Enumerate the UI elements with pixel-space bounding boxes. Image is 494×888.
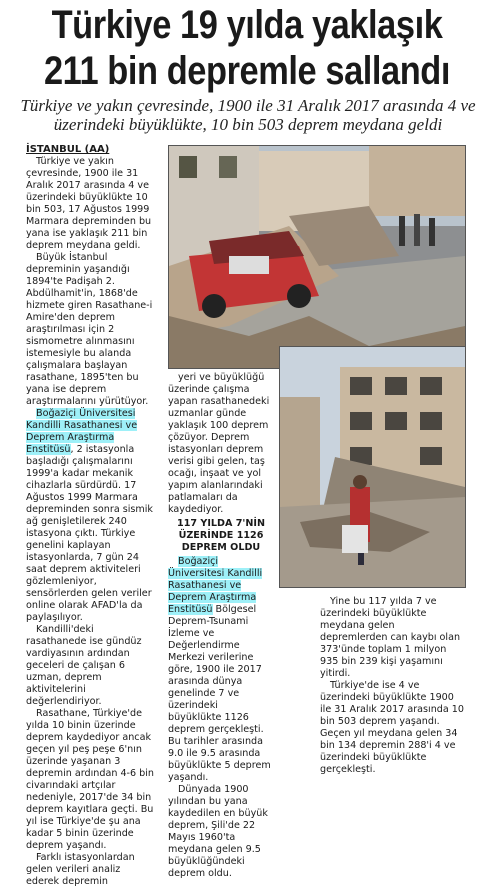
paragraph: Farklı istasyonlardan gelen verileri analiz ederek depremin: [26, 852, 135, 887]
photo-collapsed-building-image: [280, 347, 465, 587]
column-3: [320, 596, 464, 776]
byline: İSTANBUL (AA): [26, 144, 110, 155]
paragraph: Rasathane, Türkiye'de yılda 10 binin üzerinde deprem kaydediyor ancak geçen yıl peş peşe 6'nın üzerinde yaşanan 3 depremin ardından 4-6 bin civarındaki artçılar nedeniyle, 2017'de 34 bin deprem kayıtlara geçti. Bu yıl ise Türkiye'de şu ana kadar 5 binin üzerinde deprem yaşandı.: [26, 708, 155, 851]
paragraph: Boğaziçi Üniversitesi Kandilli Rasathanesi ve Deprem Araştırma Enstitüsü Bölgesel Deprem-Tsunami İzleme ve Değerlendirme Merkezi verilerine göre, 1900 ile 2017 arasında dünya genelinde 7 ve üzerindeki büyüklükte 1126 deprem gerçekleşti. Bu tarihler arasında 9.0 ile 9.5 arasında büyüklükte 5 deprem yaşandı.: [168, 556, 271, 783]
paragraph: yeri ve büyüklüğü üzerinde çalışma yapan rasathanedeki uzmanlar günde yaklaşık 100 deprem çözüyor. Deprem istasyonları deprem verisi gibi gelen, taş ocağı, inşaat ve yol yapım alanlarındaki patlamaları da kaydediyor.: [168, 372, 270, 515]
column-2: [168, 372, 274, 880]
paragraph: Türkiye ve yakın çevresinde, 1900 ile 31 Aralık 2017 arasında 4 ve üzerindeki büyüklükte 10 bin 503, 17 Ağustos 1999 Marmara depreminden bu yana ise yaklaşık 211 bin deprem meydana geldi.: [26, 156, 152, 251]
photo-crushed-car-image: [169, 146, 465, 368]
column-1: [26, 144, 156, 888]
subtitle: Türkiye ve yakın çevresinde, 1900 ile 31 Aralık 2017 arasında 4 ve üzerindeki büyüklükte, 10 bin 503 deprem meydana geldi: [20, 96, 476, 134]
paragraph: Büyük İstanbul depreminin yaşandığı 1894'te Padişah 2. Abdülhamit'in, 1868'de hizmete giren Rasathane-i Amire'den deprem araştırılması için 2 sismometre alınmasını istemesiyle bu alanda çalışmalara başlayan rasathane, 1895'ten bu yana ise deprem araştırmalarını yürütüyor.: [26, 252, 153, 407]
photo-collapsed-building: [279, 346, 466, 588]
highlighted-text: Boğaziçi Üniversitesi Kandilli Rasathanesi ve Deprem Araştırma Enstitüsü: [168, 556, 263, 615]
section-subhead: 117 YILDA 7'NİN ÜZERİNDE 1126 DEPREM OLDU: [177, 518, 265, 553]
paragraph: Kandilli'deki rasathanede ise gündüz vardiyasının ardından geceleri de çalışan 6 uzman, deprem aktivitelerini değerlendiriyor.: [26, 624, 142, 707]
highlighted-text: Boğaziçi Üniversitesi Kandilli Rasathanesi ve Deprem Araştırma Enstitüsü: [26, 408, 138, 455]
paragraph: Yine bu 117 yılda 7 ve üzerindeki büyüklükte meydana gelen depremlerden can kaybı olan 373'ünde toplam 1 milyon 935 bin 239 kişi yaşamını yitirdi.: [320, 596, 461, 679]
paragraph: Türkiye'de ise 4 ve üzerindeki büyüklükte 1900 ile 31 Aralık 2017 arasında 10 bin 503 deprem yaşandı. Geçen yıl meydana gelen 34 bin 134 depremin 288'i 4 ve üzerindeki büyüklükte gerçekleşti.: [320, 680, 464, 775]
headline: Türkiye 19 yılda yaklaşık 211 bin depremle sallandı: [43, 3, 451, 93]
paragraph: Boğaziçi Üniversitesi Kandilli Rasathanesi ve Deprem Araştırma Enstitüsü, 2 istasyonla başladığı çalışmalarını 1999'a kadar mekanik cihazlarla sürdürdü. 17 Ağustos 1999 Marmara depreminden sonra sismik ağ genişletilerek 240 istasyona çıktı. Türkiye genelini kaplayan istasyonlarda, 7 gün 24 saat deprem aktiviteleri gözlemleniyor, sensörlerden gelen veriler online olarak AFAD'la da paylaşılıyor.: [26, 408, 153, 623]
photo-crushed-car: [168, 145, 466, 369]
paragraph: Dünyada 1900 yılından bu yana kaydedilen en büyük deprem, Şili'de 22 Mayıs 1960'ta meydana gelen 9.5 büyüklüğündeki deprem oldu.: [168, 784, 268, 879]
